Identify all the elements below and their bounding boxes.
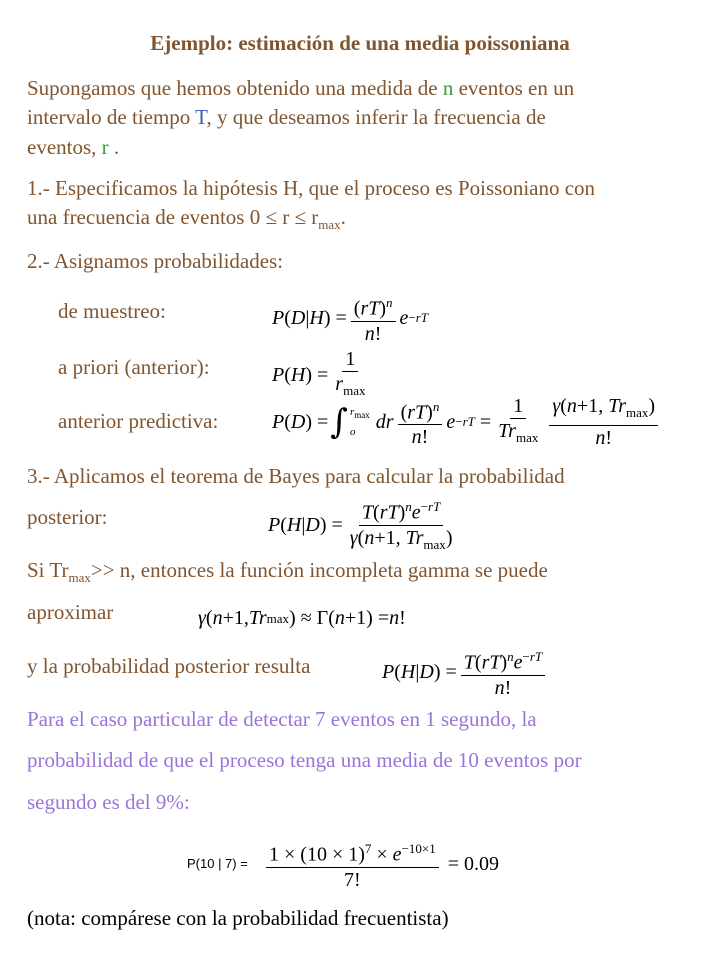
example-line-3: segundo es del 9%: — [27, 790, 190, 814]
example-line-2: probabilidad de que el proceso tenga una media de 10 eventos por — [27, 748, 582, 772]
prior-formula: P ( H ) = $\frac{1}{r_{max}}$ — [272, 348, 366, 398]
posterior-formula: P ( H | D ) = $\frac{T(rT)^ne^{-rT}}{\gamma(n+1, Tr_{max})}$ — [268, 496, 459, 556]
example-line-1: Para el caso particular de detectar 7 eventos en 1 segundo, la — [27, 707, 537, 731]
posterior-result-formula: P ( H | D ) = $\frac{T(rT)^ne^{-rT}}{n!}$ — [382, 646, 549, 699]
step2-heading: 2.- Asignamos probabilidades: — [27, 249, 284, 273]
intro-line-1: Supongamos que hemos obtenido una medida de n eventos en un — [27, 76, 575, 100]
approx-line-2: aproximar — [27, 600, 114, 624]
step3-line-1: 3.- Aplicamos el teorema de Bayes para calcular la probabilidad — [27, 464, 565, 488]
posterior-result-label: y la probabilidad posterior resulta — [27, 654, 311, 678]
step1-line-2: una frecuencia de eventos $0 \le r \le r_{max}$. — [27, 205, 346, 233]
intro-line-2: intervalo de tiempo T, y que deseamos inferir la frecuencia de — [27, 105, 546, 129]
sampling-formula: P ( D | H ) = $\frac{(rT)^n}{n!}$ e −rT — [272, 292, 428, 345]
approx-line-1: Si $Tr_{max}>> n$, entonces la función incompleta gamma se puede — [27, 558, 548, 586]
step3-line-2: posterior: — [27, 505, 108, 529]
numeric-lhs: P(10 | 7) = — [187, 856, 248, 871]
slide-title: Ejemplo: estimación de una media poissoniana — [150, 31, 570, 55]
intro-line-3: eventos, r . — [27, 135, 120, 159]
sampling-label: de muestreo: — [58, 299, 166, 323]
step1-line-1: 1.- Especificamos la hipótesis H, que el proceso es Poissoniano con — [27, 176, 596, 200]
footnote: (nota: compárese con la probabilidad frecuentista) — [27, 906, 449, 930]
prior-label: a priori (anterior): — [58, 355, 210, 379]
gamma-approximation: γ ( n +1, Tr max ) ≈ Γ( n +1) = n ! — [198, 607, 406, 629]
predictive-formula: P ( D ) = ∫ $r_{max}$ o dr $\frac{(rT)^n}{n!}$ e −rT = $\frac{1}{Tr_{max}}$ $\frac{\gamma(n+1, Tr_{max})}{n!}$ — [272, 395, 662, 449]
predictive-label: anterior predictiva: — [58, 409, 219, 433]
numeric-formula: $\frac{1 \times (10 \times 1)^7 \times e^{-10\times 1}}{7!}$ = 0.09 — [262, 838, 499, 891]
